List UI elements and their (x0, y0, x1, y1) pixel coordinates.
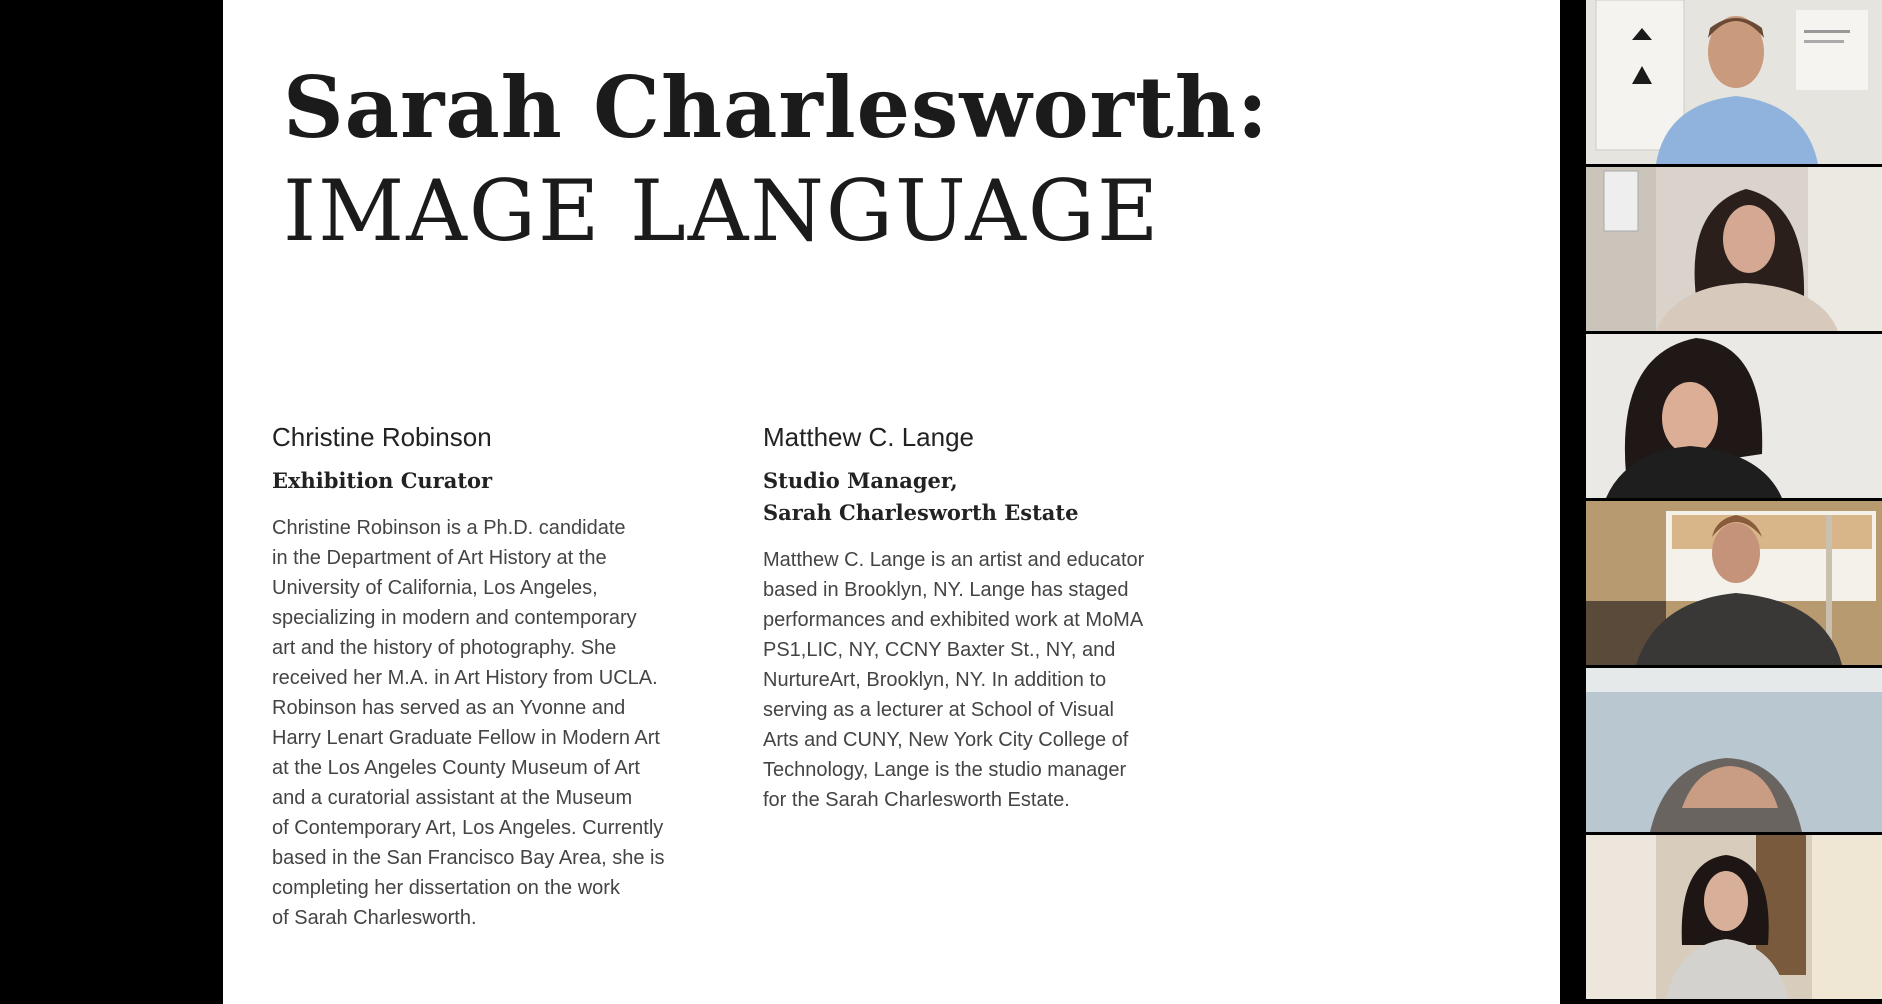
participant-video-tile[interactable] (1586, 501, 1882, 665)
bio-line: Arts and CUNY, New York City College of (763, 729, 1129, 751)
bio-line: for the Sarah Charlesworth Estate. (763, 789, 1070, 811)
participant-video-tile[interactable] (1586, 0, 1882, 164)
participant-video-tile[interactable] (1586, 668, 1882, 832)
bio-line: in the Department of Art History at the (272, 547, 607, 569)
participant-video-tile[interactable] (1586, 167, 1882, 331)
participant-video (1586, 334, 1882, 498)
slide-subtitle: IMAGE LANGUAGE (283, 162, 1161, 260)
bio-line: of Sarah Charlesworth. (272, 907, 477, 929)
speaker-name: Matthew C. Lange (763, 422, 975, 452)
bio-line: performances and exhibited work at MoMA (763, 609, 1144, 631)
bio-line: Christine Robinson is a Ph.D. candidate (272, 517, 626, 539)
slide-title: Sarah Charlesworth: (283, 58, 1269, 157)
bio-line: Robinson has served as an Yvonne and (272, 697, 626, 719)
participant-video-tile[interactable] (1586, 334, 1882, 498)
bio-line: PS1,LIC, NY, CCNY Baxter St., NY, and (763, 639, 1116, 661)
bio-line: of Contemporary Art, Los Angeles. Currently (272, 817, 664, 839)
bio-line: serving as a lecturer at School of Visual (763, 699, 1114, 721)
bio-line: received her M.A. in Art History from UCLA. (272, 667, 658, 689)
bio-line: Matthew C. Lange is an artist and educator (763, 549, 1145, 571)
presentation-slide (223, 0, 1560, 1004)
participant-video (1586, 835, 1882, 999)
participant-video-tile[interactable] (1586, 835, 1882, 999)
speaker-role-line: Exhibition Curator (272, 468, 493, 493)
participant-video (1586, 0, 1882, 164)
bio-line: art and the history of photography. She (272, 637, 617, 659)
bio-line: Harry Lenart Graduate Fellow in Modern Art (272, 727, 660, 749)
bio-line: University of California, Los Angeles, (272, 577, 598, 599)
bio-line: at the Los Angeles County Museum of Art (272, 757, 640, 779)
speaker-bio (763, 545, 1223, 815)
participant-video (1586, 501, 1882, 665)
speaker-name: Christine Robinson (272, 422, 492, 452)
speaker-role (272, 465, 732, 497)
bio-line: NurtureArt, Brooklyn, NY. In addition to (763, 669, 1107, 691)
speaker-bio (272, 513, 732, 933)
bio-line: Technology, Lange is the studio manager (763, 759, 1127, 781)
bio-line: specializing in modern and contemporary (272, 607, 637, 629)
speaker-role-line: Sarah Charlesworth Estate (763, 500, 1079, 525)
participant-gallery (1586, 0, 1882, 1004)
speaker-role-line: Studio Manager, (763, 468, 958, 493)
bio-line: and a curatorial assistant at the Museum (272, 787, 633, 809)
bio-line: based in the San Francisco Bay Area, she is (272, 847, 665, 869)
speaker-card-robinson (272, 422, 732, 933)
participant-video (1586, 668, 1882, 832)
bio-line: completing her dissertation on the work (272, 877, 620, 899)
participant-video (1586, 167, 1882, 331)
bio-line: based in Brooklyn, NY. Lange has staged (763, 579, 1129, 601)
speaker-role (763, 465, 1223, 529)
speaker-card-lange (763, 422, 1223, 815)
